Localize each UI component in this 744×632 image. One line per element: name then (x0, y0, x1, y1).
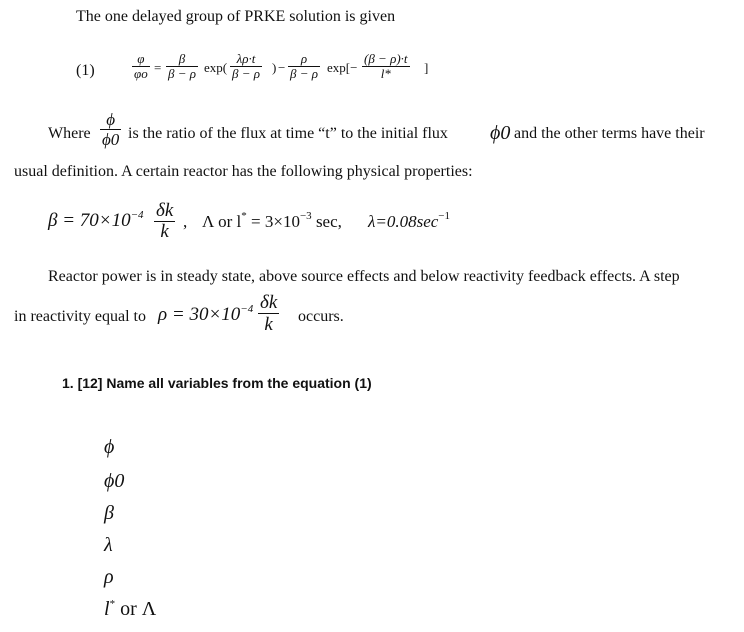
eq-lhs-den: φo (134, 66, 148, 81)
eq-lhs-num: φ (137, 51, 145, 66)
eq-frac-time-den: l* (380, 66, 391, 81)
flux-ratio-fraction (100, 110, 121, 149)
steady-state-text: Reactor power is in steady state, above source effects and below reactivity feedback effects. A step (48, 268, 680, 285)
decay-constant (368, 212, 450, 232)
answer-rho: ρ (104, 566, 114, 588)
eq-frac-beta-den: β − ρ (168, 66, 196, 81)
rho-value (158, 304, 253, 328)
rho-expression: ρ = 30×10 (158, 304, 241, 325)
answer-phi0: ϕ0 (104, 470, 125, 492)
beta-expression: β = 70×10 (48, 210, 131, 231)
dk-over-k-fraction (154, 201, 175, 242)
beta-value (48, 210, 144, 234)
decay-constant-value: λ=0.08sec (368, 212, 439, 231)
eq-frac-rho-num: ρ (300, 51, 308, 66)
dk-num: δk (156, 200, 174, 221)
beta-exponent: −4 (130, 209, 144, 221)
properties-comma: , (183, 212, 188, 231)
k-den: k (160, 221, 169, 242)
generation-time (202, 212, 342, 232)
eq-frac-lambda (230, 52, 262, 81)
answer-beta: β (104, 502, 114, 524)
initial-flux-symbol: ϕ0 (490, 122, 511, 144)
eq-frac-time-num: (β − ρ)·t (364, 51, 408, 66)
eq-frac-rho-den: β − ρ (290, 66, 318, 81)
generation-time-star: * (241, 210, 247, 222)
intro-text: The one delayed group of PRKE solution is given (76, 8, 396, 25)
eq-lhs-fraction (132, 52, 150, 81)
where-text: is the ratio of the flux at time “t” to the initial flux (128, 125, 448, 142)
eq-minus: − (278, 60, 286, 75)
decay-constant-exponent: −1 (438, 210, 451, 222)
eq-frac-lambda-den: β − ρ (232, 66, 260, 81)
answer-phi: ϕ (104, 436, 115, 458)
eq-equals: = (154, 60, 162, 75)
rho-k-den: k (264, 314, 273, 335)
eq-frac-beta-num: β (178, 51, 186, 66)
generation-time-unit: sec, (311, 212, 342, 231)
flux-ratio-num: ϕ (106, 110, 116, 129)
eq-exp-close: ) (272, 60, 277, 75)
usual-definition-text: usual definition. A certain reactor has the following physical properties: (14, 163, 473, 180)
flux-ratio-den: ϕ0 (102, 130, 120, 149)
rho-exponent: −4 (240, 303, 254, 315)
rho-dk-num: δk (260, 292, 278, 313)
answer-or-lambda: or Λ (115, 598, 157, 620)
rho-dk-over-k-fraction (258, 292, 279, 335)
generation-time-label: Λ or l (202, 212, 242, 231)
eq-frac-beta (166, 52, 198, 81)
eq-exp2-open: exp[− (327, 60, 358, 75)
eq-frac-time (362, 52, 410, 81)
eq-frac-rho (288, 52, 320, 81)
occurs-text: occurs. (298, 308, 344, 325)
answer-star: * (109, 598, 116, 610)
answer-lambda: λ (104, 534, 113, 556)
where-tail: and the other terms have their (514, 125, 705, 142)
eq-exp-open: exp( (204, 60, 228, 75)
eq-frac-lambda-num: λρ·t (236, 51, 256, 66)
equation-label: (1) (76, 62, 95, 79)
generation-time-value: = 3×10 (246, 212, 300, 231)
generation-time-exponent: −3 (299, 210, 312, 222)
answer-generation-time (104, 598, 156, 623)
question-1: 1. [12] Name all variables from the equation (1) (62, 375, 372, 391)
reactivity-step-text: in reactivity equal to (14, 308, 146, 325)
eq-exp2-close: ] (424, 60, 429, 75)
where-label: Where (48, 125, 91, 142)
answer-l: l (104, 598, 110, 620)
